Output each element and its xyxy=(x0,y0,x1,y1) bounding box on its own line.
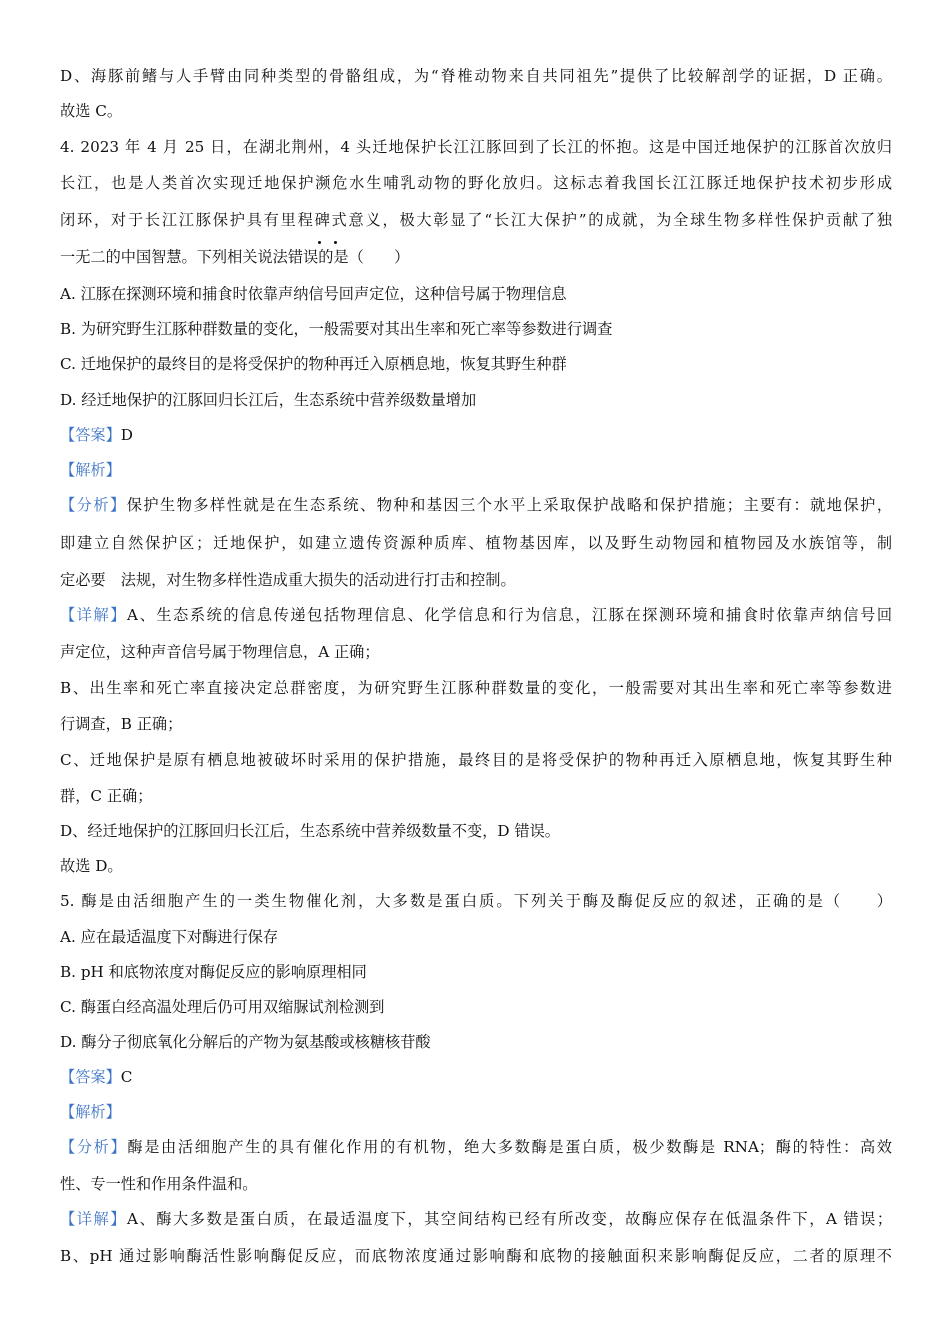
text-line: B、出生率和死亡率直接决定总群密度，为研究野生江豚种群数量的变化，一般需要对其出生率和死亡率等参数进 xyxy=(60,679,892,697)
detail-line: 【详解】A、生态系统的信息传递包括物理信息、化学信息和行为信息，江豚在探测环境和捕食时依靠声纳信号回 xyxy=(60,606,892,624)
option-c: C. 酶蛋白经高温处理后仍可用双缩脲试剂检测到 xyxy=(60,998,385,1016)
analysis-tag: 【解析】 xyxy=(60,1103,121,1121)
text-line: 性、专一性和作用条件温和。 xyxy=(60,1175,258,1193)
text-line: 一无二的中国智慧。下列相关说法错误的是（ ） xyxy=(60,248,410,266)
option-b: B. 为研究野生江豚种群数量的变化，一般需要对其出生率和死亡率等参数进行调查 xyxy=(60,320,613,338)
text-line: 群，C 正确； xyxy=(60,787,153,805)
fenxi-tag: 【分析】 xyxy=(60,496,127,514)
text-line: 故选 C。 xyxy=(60,102,123,120)
option-a: A. 应在最适温度下对酶进行保存 xyxy=(60,928,279,946)
option-c: C. 迁地保护的最终目的是将受保护的物种再迁入原栖息地，恢复其野生种群 xyxy=(60,355,567,373)
text-line: 长江，也是人类首次实现迁地保护濒危水生哺乳动物的野化放归。这标志着我国长江江豚迁地保护技术初步形成 xyxy=(60,174,892,192)
analysis-line: 【分析】保护生物多样性就是在生态系统、物种和基因三个水平上采取保护战略和保护措施；主要有：就地保护， xyxy=(60,496,892,514)
emphasis-dot xyxy=(318,241,321,244)
text-line: 行调查，B 正确； xyxy=(60,715,183,733)
answer-tag: 【答案】 xyxy=(60,426,121,444)
text-line: C、迁地保护是原有栖息地被破坏时采用的保护措施，最终目的是将受保护的物种再迁入原栖息地，恢复其野生种 xyxy=(60,751,892,769)
text-line: 故选 D。 xyxy=(60,857,123,875)
option-a: A. 江豚在探测环境和捕食时依靠声纳信号回声定位，这种信号属于物理信息 xyxy=(60,285,567,303)
analysis-heading xyxy=(60,460,892,482)
option-d: D. 经迁地保护的江豚回归长江后，生态系统中营养级数量增加 xyxy=(60,391,477,409)
analysis-line: 【分析】酶是由活细胞产生的具有催化作用的有机物，绝大多数酶是蛋白质，极少数酶是 RNA；酶的特性：高效 xyxy=(60,1138,892,1156)
xiangjie-tag: 【详解】 xyxy=(60,1210,127,1228)
fenxi-tag: 【分析】 xyxy=(60,1138,128,1156)
text-line: 定必要 法规，对生物多样性造成重大损失的活动进行打击和控制。 xyxy=(60,571,516,589)
option-b: B. pH 和底物浓度对酶促反应的影响原理相同 xyxy=(60,963,367,981)
detail-line: 【详解】A、酶大多数是蛋白质，在最适温度下，其空间结构已经有所改变，故酶应保存在低温条件下，A 错误； xyxy=(60,1210,892,1228)
text-line: 即建立自然保护区；迁地保护，如建立遗传资源种质库、植物基因库，以及野生动物园和植物园及水族馆等，制 xyxy=(60,534,892,552)
text-line: 闭环，对于长江江豚保护具有里程碑式意义，极大彰显了“长江大保护”的成就，为全球生物多样性保护贡献了独 xyxy=(60,211,892,229)
question-5-stem: 5. 酶是由活细胞产生的一类生物催化剂，大多数是蛋白质。下列关于酶及酶促反应的叙述，正确的是（ ） xyxy=(60,892,892,910)
text-line: D、经迁地保护的江豚回归长江后，生态系统中营养级数量不变，D 错误。 xyxy=(60,822,560,840)
emphasis-dot xyxy=(334,241,337,244)
xiangjie-tag: 【详解】 xyxy=(60,606,128,624)
text-line: D、海豚前鳍与人手臂由同种类型的骨骼组成，为“脊椎动物来自共同祖先”提供了比较解剖学的证据，D 正确。 xyxy=(60,67,892,85)
analysis-heading xyxy=(60,1102,892,1124)
text-line: B、pH 通过影响酶活性影响酶促反应，而底物浓度通过影响酶和底物的接触面积来影响酶促反应，二者的原理不 xyxy=(60,1247,892,1265)
answer-line: 【答案】C xyxy=(60,1068,133,1086)
text-line: 声定位，这种声音信号属于物理信息，A 正确； xyxy=(60,643,380,661)
answer-tag: 【答案】 xyxy=(60,1068,121,1086)
analysis-tag: 【解析】 xyxy=(60,461,121,479)
option-d: D. 酶分子彻底氧化分解后的产物为氨基酸或核糖核苷酸 xyxy=(60,1033,431,1051)
answer-line: 【答案】D xyxy=(60,426,133,444)
question-4-stem: 4. 2023 年 4 月 25 日，在湖北荆州，4 头迁地保护长江江豚回到了长江的怀抱。这是中国迁地保护的江豚首次放归 xyxy=(60,138,892,156)
